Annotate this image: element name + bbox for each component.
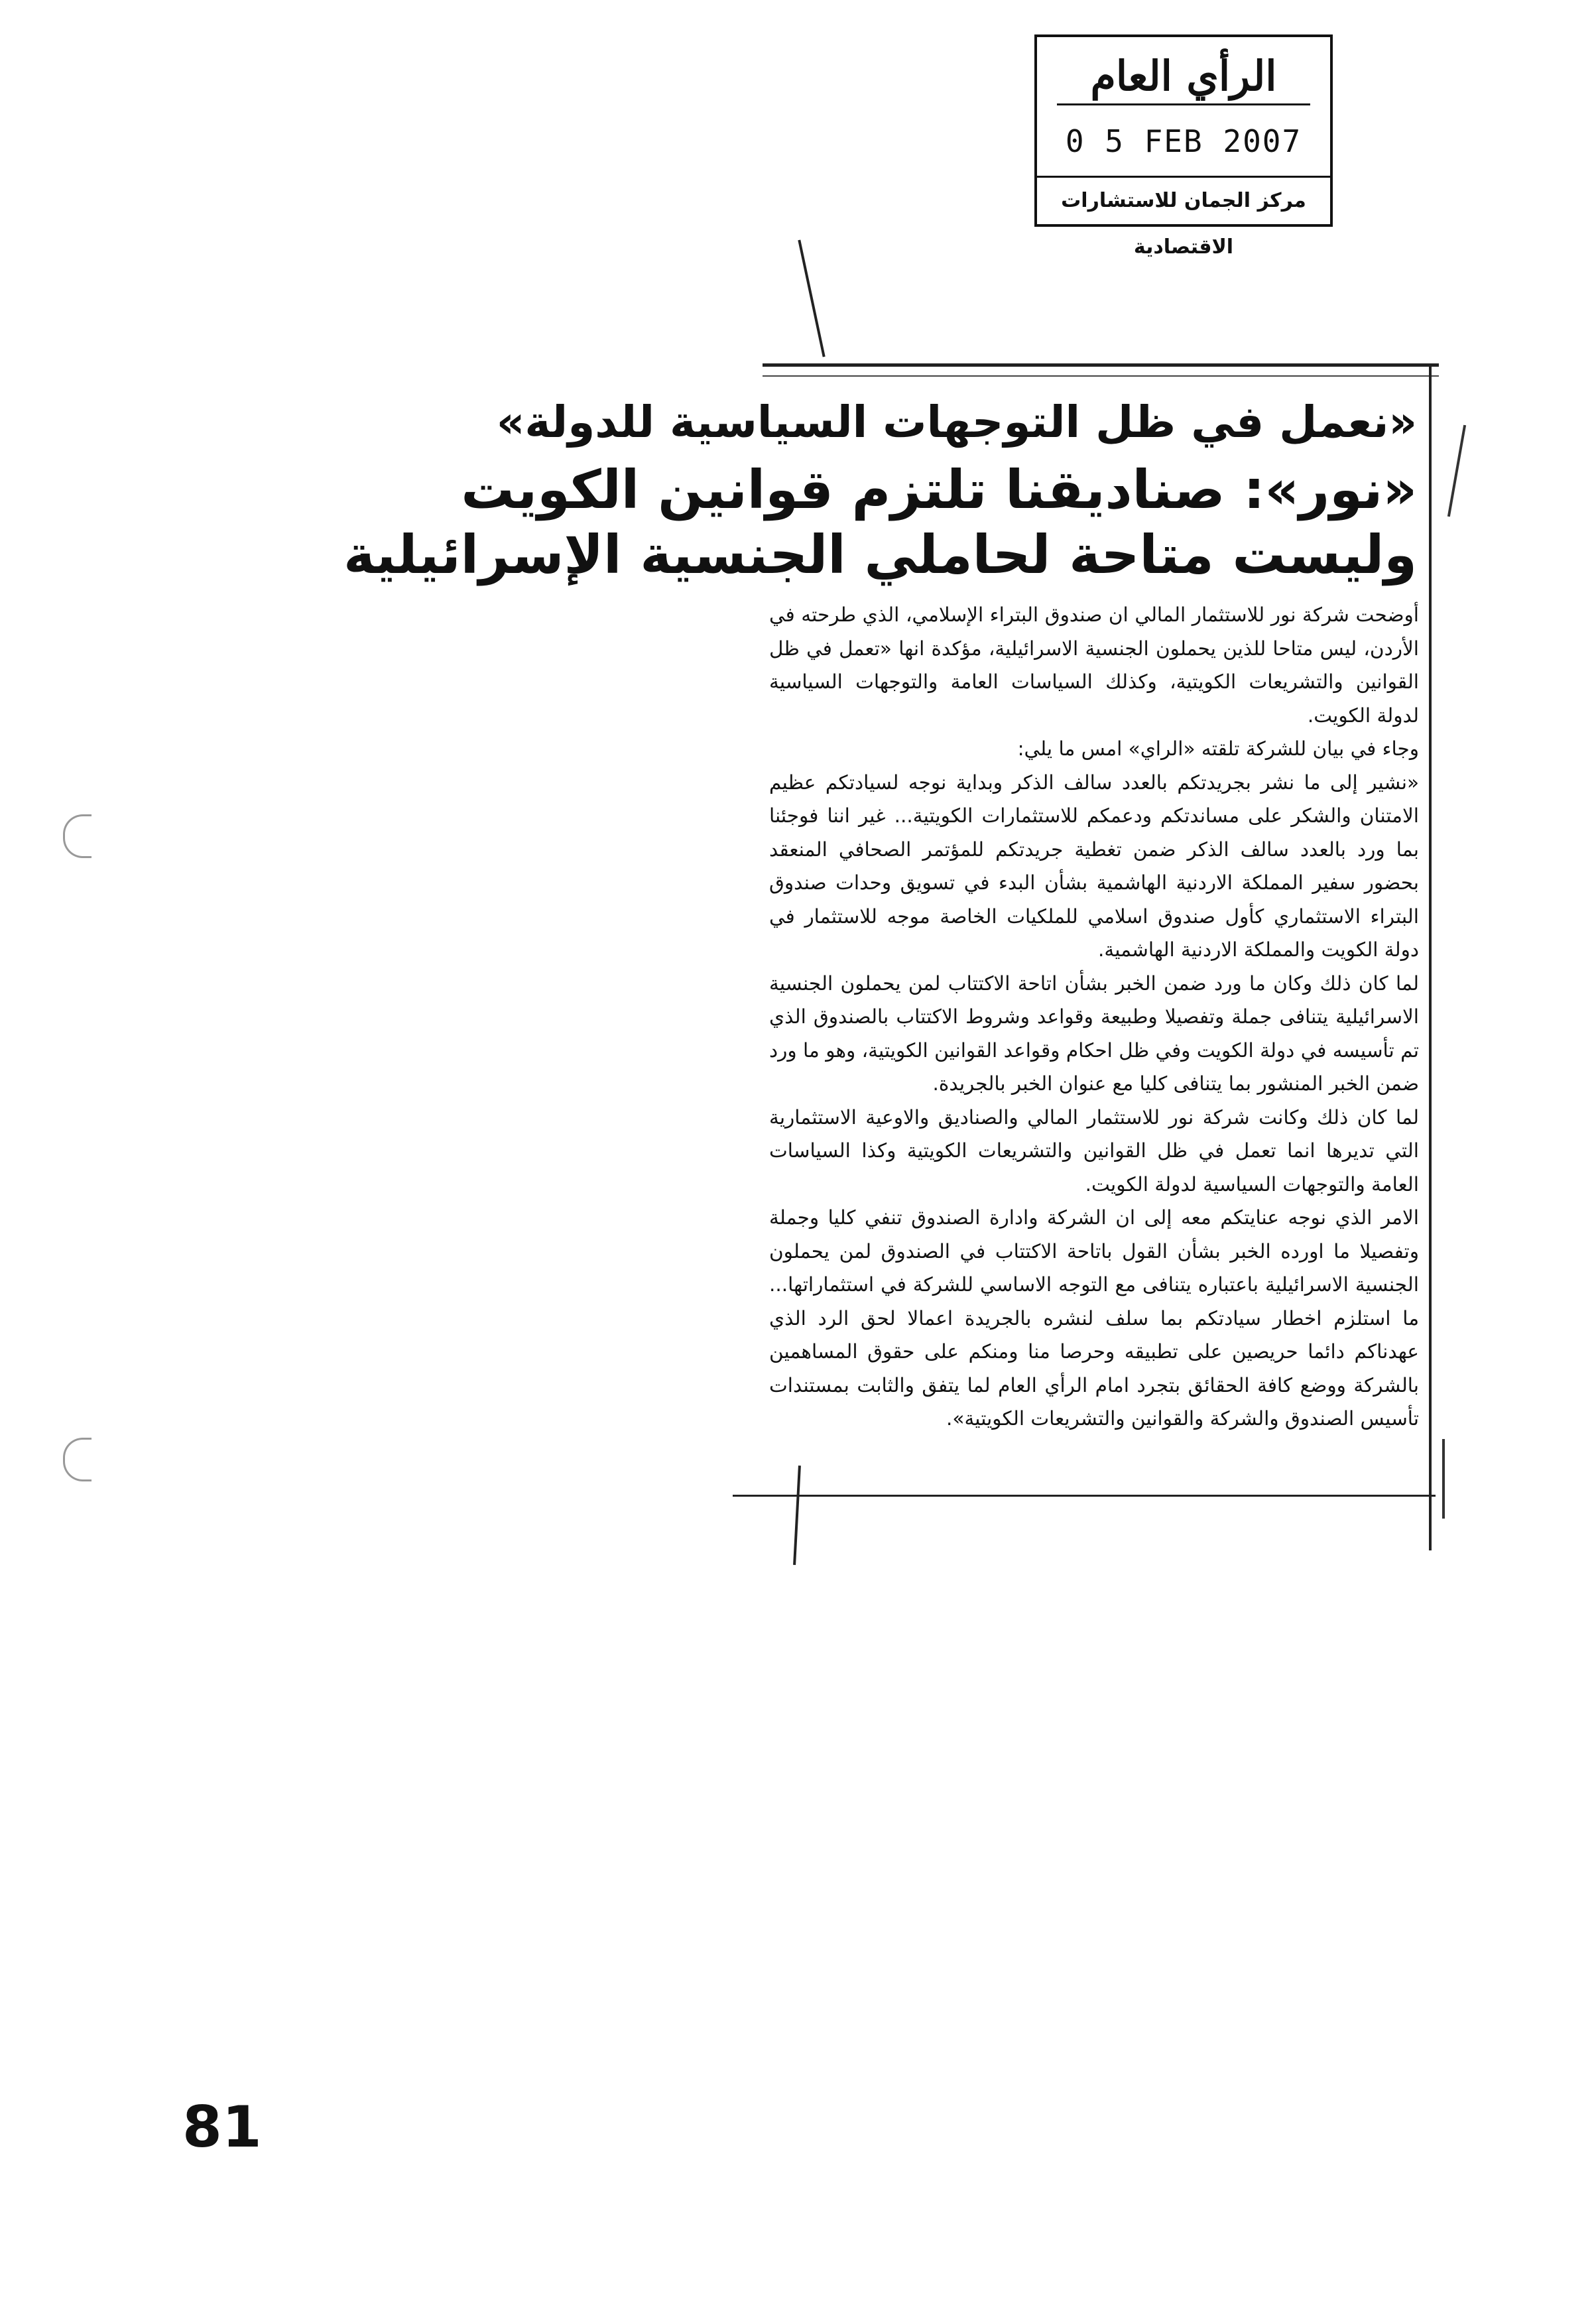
clipping-top-rule (763, 363, 1439, 367)
punch-hole-top (63, 814, 92, 858)
pen-mark (1447, 425, 1466, 517)
archive-stamp (1034, 34, 1333, 259)
pen-mark (793, 1466, 801, 1565)
pen-mark (1442, 1439, 1445, 1519)
article-paragraph: الامر الذي نوجه عنايتكم معه إلى ان الشركة وادارة الصندوق تنفي كليا وجملة وتفصيلا ما اورده الخبر بشأن القول باتاحة الاكتتاب في الصندوق لمن يحملون الجنسية الاسرائيلية باعتباره يتنافى مع التوجه الاساسي للشركة في استثماراتها... ما استلزم اخطار سيادتكم بما سلف لنشره بالجريدة اعمالا لحق الرد الذي عهدناكم دائما حريصين على تطبيقه وحرصا منا ومنكم على حقوق المساهمين بالشركة ووضع كافة الحقائق بتجرد امام الرأي العام لما يتفق والثابت بمستندات تأسيس الصندوق والشركة والقوانين والتشريعات الكويتية». (769, 1206, 1419, 1430)
article-paragraph: لما كان ذلك وكان ما ورد ضمن الخبر بشأن اتاحة الاكتتاب لمن يحملون الجنسية الاسرائيلية يتنافى جملة وتفصيلا وطبيعة وقواعد وشروط الاكتتاب بالصندوق الذي تم تأسيسه في دولة الكويت وفي ظل احكام وقواعد القوانين الكويتية، وهو ما ورد ضمن الخبر المنشور بما يتنافى كليا مع عنوان الخبر بالجريدة. (769, 971, 1419, 1095)
article-headline-line2: وليست متاحة لحاملي الجنسية الإسرائيلية (343, 524, 1417, 586)
clipping-top-rule-thin (763, 375, 1439, 377)
stamp-date: 0 5 FEB 2007 (1065, 123, 1302, 159)
article-paragraph: «نشير إلى ما نشر بجريدتكم بالعدد سالف الذكر وبداية نوجه لسيادتكم عظيم الامتنان والشكر على مساندتكم ودعمكم للاستثمارات الكويتية... غير اننا فوجئنا بما ورد بالعدد سالف الذكر ضمن تغطية جريدتكم للمؤتمر الصحافي المنعقد بحضور سفير المملكة الاردنية الهاشمية بشأن البدء في تسويق وحدات صندوق البتراء الاستثماري كأول صندوق اسلامي للملكيات الخاصة موجه للاستثمار في دولة الكويت والمملكة الاردنية الهاشمية. (769, 771, 1419, 961)
pen-mark (798, 240, 825, 357)
article-paragraph: وجاء في بيان للشركة تلقته «الراي» امس ما يلي: (1017, 737, 1419, 760)
stamp-publication: الرأي العام (1037, 52, 1330, 100)
clipping-bottom-rule (733, 1495, 1436, 1497)
stamp-center-name: مركز الجمان للاستشارات الاقتصادية (1037, 176, 1330, 224)
article-paragraph: أوضحت شركة نور للاستثمار المالي ان صندوق البتراء الإسلامي، الذي طرحته في الأردن، ليس متاحا للذين يحملون الجنسية الاسرائيلية، مؤكدة انها «تعمل في ظل القوانين والتشريعات الكويتية، وكذلك السياسات العامة والتوجهات السياسية لدولة الكويت. (769, 603, 1419, 727)
article-body (769, 598, 1419, 1436)
article-kicker: «نعمل في ظل التوجهات السياسية للدولة» (496, 397, 1417, 448)
clipping-side-rule (1429, 363, 1432, 1550)
article-paragraph: لما كان ذلك وكانت شركة نور للاستثمار المالي والصناديق والاوعية الاستثمارية التي تديرها انما تعمل في ظل القوانين والتشريعات الكويتية وكذا السياسات العامة والتوجهات السياسية لدولة الكويت. (769, 1105, 1419, 1196)
punch-hole-bottom (63, 1438, 92, 1481)
article-headline-line1: «نور»: صناديقنا تلتزم قوانين الكويت (461, 459, 1417, 521)
page-number: 81 (182, 2094, 262, 2160)
